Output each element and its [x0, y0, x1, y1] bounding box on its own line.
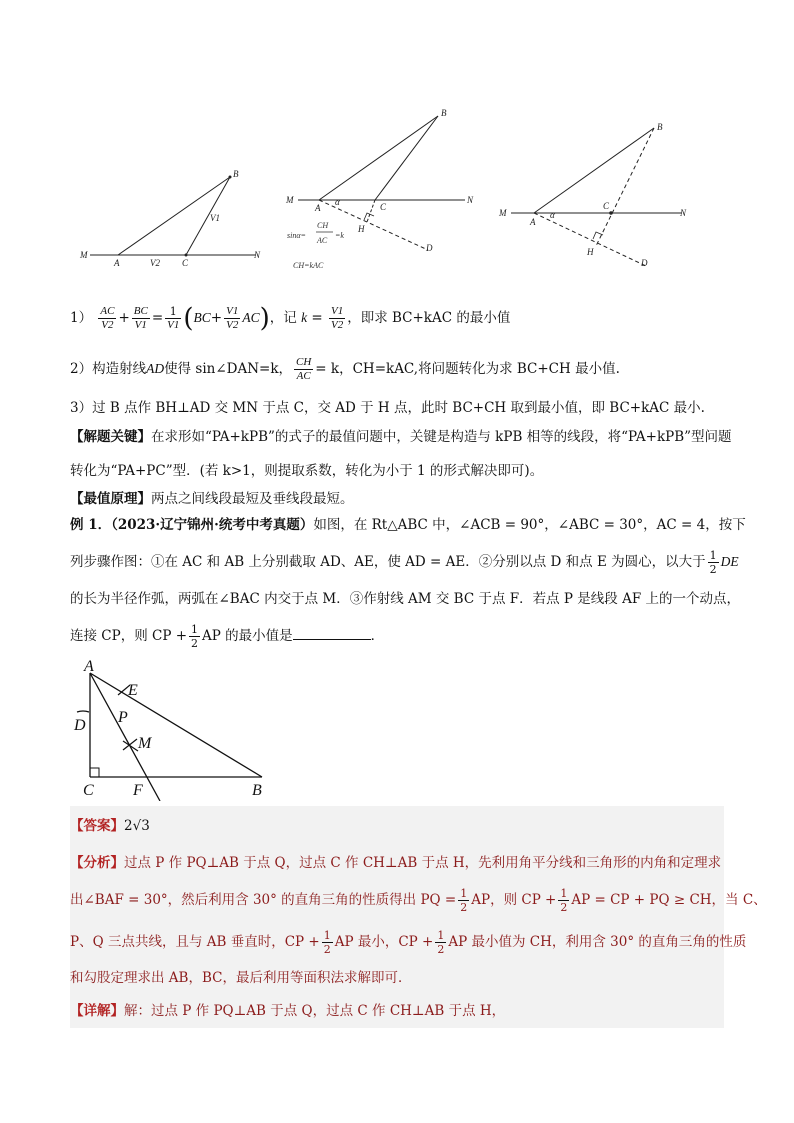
tri-point-A: A	[84, 658, 94, 675]
figure-2	[283, 108, 483, 273]
fig3-point-B: B	[657, 122, 663, 132]
analysis-line-1: 【分析】过点 P 作 PQ⊥AB 于点 Q，过点 C 作 CH⊥AB 于点 H，先利用角平分线和三角形的内角和定理求	[70, 855, 722, 871]
analysis-line-2: 出∠BAF = 30°，然后利用含 30° 的直角三角的性质得出 PQ = $\frac{1}{2}$ AP，则 CP + $\frac{1}{2}$ AP = CP + PQ ≥ CH，当 C、	[70, 887, 767, 914]
frac-bc-v1: $\frac{BC}{V1}$	[133, 305, 148, 331]
tri-point-D: D	[74, 717, 86, 734]
answer-line	[70, 815, 730, 837]
fig2-point-D: D	[426, 243, 433, 253]
analysis-label: 【分析】	[70, 855, 124, 871]
fig2-point-B: B	[441, 108, 447, 118]
answer-blank	[293, 625, 371, 640]
frac-k-def: $\frac{V1}{V2}$	[330, 305, 344, 331]
tri-point-M: M	[138, 735, 152, 752]
fig3-point-H: H	[587, 247, 594, 257]
fig1-label-v2: V2	[150, 258, 160, 268]
fig2-alpha: α	[335, 197, 340, 207]
step-3: 3）过 B 点作 BH⊥AD 交 MN 于点 C，交 AD 于 H 点，此时 BC+CH 取到最小值，即 BC+kAC 最小.	[70, 400, 705, 416]
step-1-prefix: 1）	[70, 310, 93, 326]
principle-label: 【最值原理】	[70, 491, 151, 507]
fig1-point-N: N	[254, 250, 261, 260]
fig2-point-N: N	[467, 195, 474, 205]
fig1-point-B: B	[233, 169, 239, 179]
fig2-point-A: A	[315, 203, 321, 213]
fig1-point-M: M	[80, 250, 88, 260]
fig3-point-M: M	[499, 208, 507, 218]
fig3-point-A: A	[530, 217, 536, 227]
frac-ch-ac: $\frac{CH}{AC}$	[296, 356, 312, 382]
frac-half-4: $\frac{1}{2}$	[437, 929, 445, 956]
fig2-point-C: C	[380, 202, 387, 212]
step-2: 2）构造射线AD使得 sin∠DAN=k， $\frac{CH}{AC}$ = k，CH=kAC,将问题转化为求 BC+CH 最小值.	[70, 356, 620, 382]
key-line-2: 转化为“PA+PC”型．(若 k>1，则提取系数，转化为小于 1 的形式解决即可)。	[70, 463, 544, 479]
tri-point-C: C	[83, 782, 94, 799]
analysis-line-4: 和勾股定理求出 AB，BC，最后利用等面积法求解即可．	[70, 970, 412, 986]
tri-point-E: E	[128, 682, 138, 699]
fig3-point-D: D	[641, 258, 648, 268]
frac-half-3: $\frac{1}{2}$	[323, 929, 331, 956]
frac-v1-v2: $\frac{V1}{V2}$	[226, 305, 239, 331]
figure-3	[496, 118, 696, 273]
step-1-suffix: ，即求 BC+kAC 的最小值	[347, 310, 511, 326]
frac-half-1: $\frac{1}{2}$	[460, 887, 468, 914]
figure-1	[78, 165, 268, 275]
key-line-1: 【解题关键】在求形如“PA+kPB”的式子的最值问题中，关键是构造与 kPB 相等的线段，将“PA+kPB”型问题	[70, 429, 732, 445]
frac-half-ap: $\frac{1}{2}$	[191, 623, 199, 650]
fig3-point-N: N	[680, 208, 687, 218]
frac-half-2: $\frac{1}{2}$	[560, 887, 568, 914]
fig1-point-A: A	[114, 258, 120, 268]
analysis-line-3: P、Q 三点共线，且与 AB 垂直时，CP + $\frac{1}{2}$ AP 最小，CP + $\frac{1}{2}$ AP 最小值为 CH，利用含 30° 的直角三角的性质	[70, 929, 747, 956]
fig1-point-C: C	[182, 258, 189, 268]
answer-panel	[70, 806, 724, 1028]
fig2-point-H: H	[358, 224, 365, 234]
example-line-3: 的长为半径作弧，两弧在∠BAC 内交于点 M．③作射线 AM 交 BC 于点 F．若点 P 是线段 AF 上的一个动点，	[70, 591, 740, 607]
detail-label: 【详解】	[70, 1003, 124, 1019]
fig2-formula-den: AC	[317, 236, 328, 245]
fig1-label-v1: V1	[210, 213, 220, 223]
example-line-4: 连接 CP，则 CP + $\frac{1}{2}$ AP 的最小值是 ．	[70, 623, 385, 650]
detail-line: 【详解】解：过点 P 作 PQ⊥AB 于点 Q，过点 C 作 CH⊥AB 于点 H，	[70, 1003, 506, 1019]
tri-point-B: B	[252, 782, 262, 799]
fig2-point-M: M	[286, 195, 294, 205]
example-line-1: 例 1．（2023·辽宁锦州·统考中考真题）如图，在 Rt△ABC 中，∠ACB = 90°，∠ABC = 30°，AC = 4，按下	[70, 517, 746, 533]
frac-1-v1: $\frac{1}{V1}$	[167, 305, 180, 331]
example-line-2: 列步骤作图：①在 AC 和 AB 上分别截取 AD、AE，使 AD = AE．②分别以点 D 和点 E 为圆心，以大于 $\frac{1}{2}$ DE	[70, 549, 739, 576]
fig2-formula-left: sinα=	[287, 231, 306, 240]
frac-half-de: $\frac{1}{2}$	[709, 549, 717, 576]
fig2-formula-right: =k	[335, 231, 344, 240]
fig3-point-C: C	[603, 201, 610, 211]
step-1: 1） $\frac{AC}{V2}$ + $\frac{BC}{V1}$ = $\frac{1}{V1}$ (BC+ $\frac{V1}{V2}$ AC)，记 k = $\frac{V1}{V2}$ ，即求 BC+kAC 的最小值	[70, 303, 511, 334]
triangle-figure	[70, 655, 280, 801]
principle: 【最值原理】两点之间线段最短及垂线段最短。	[70, 491, 354, 507]
tri-point-F: F	[133, 782, 143, 799]
answer-label: 【答案】	[70, 818, 124, 834]
fig2-formula-num: CH	[317, 221, 329, 230]
frac-ac-v2: $\frac{AC}{V2}$	[100, 305, 115, 331]
fig2-formula-2: CH=kAC	[293, 261, 324, 270]
fig3-alpha: α	[550, 210, 555, 220]
key-label: 【解题关键】	[70, 429, 151, 445]
tri-point-P: P	[118, 709, 128, 726]
answer-value: 2√3	[124, 818, 150, 834]
